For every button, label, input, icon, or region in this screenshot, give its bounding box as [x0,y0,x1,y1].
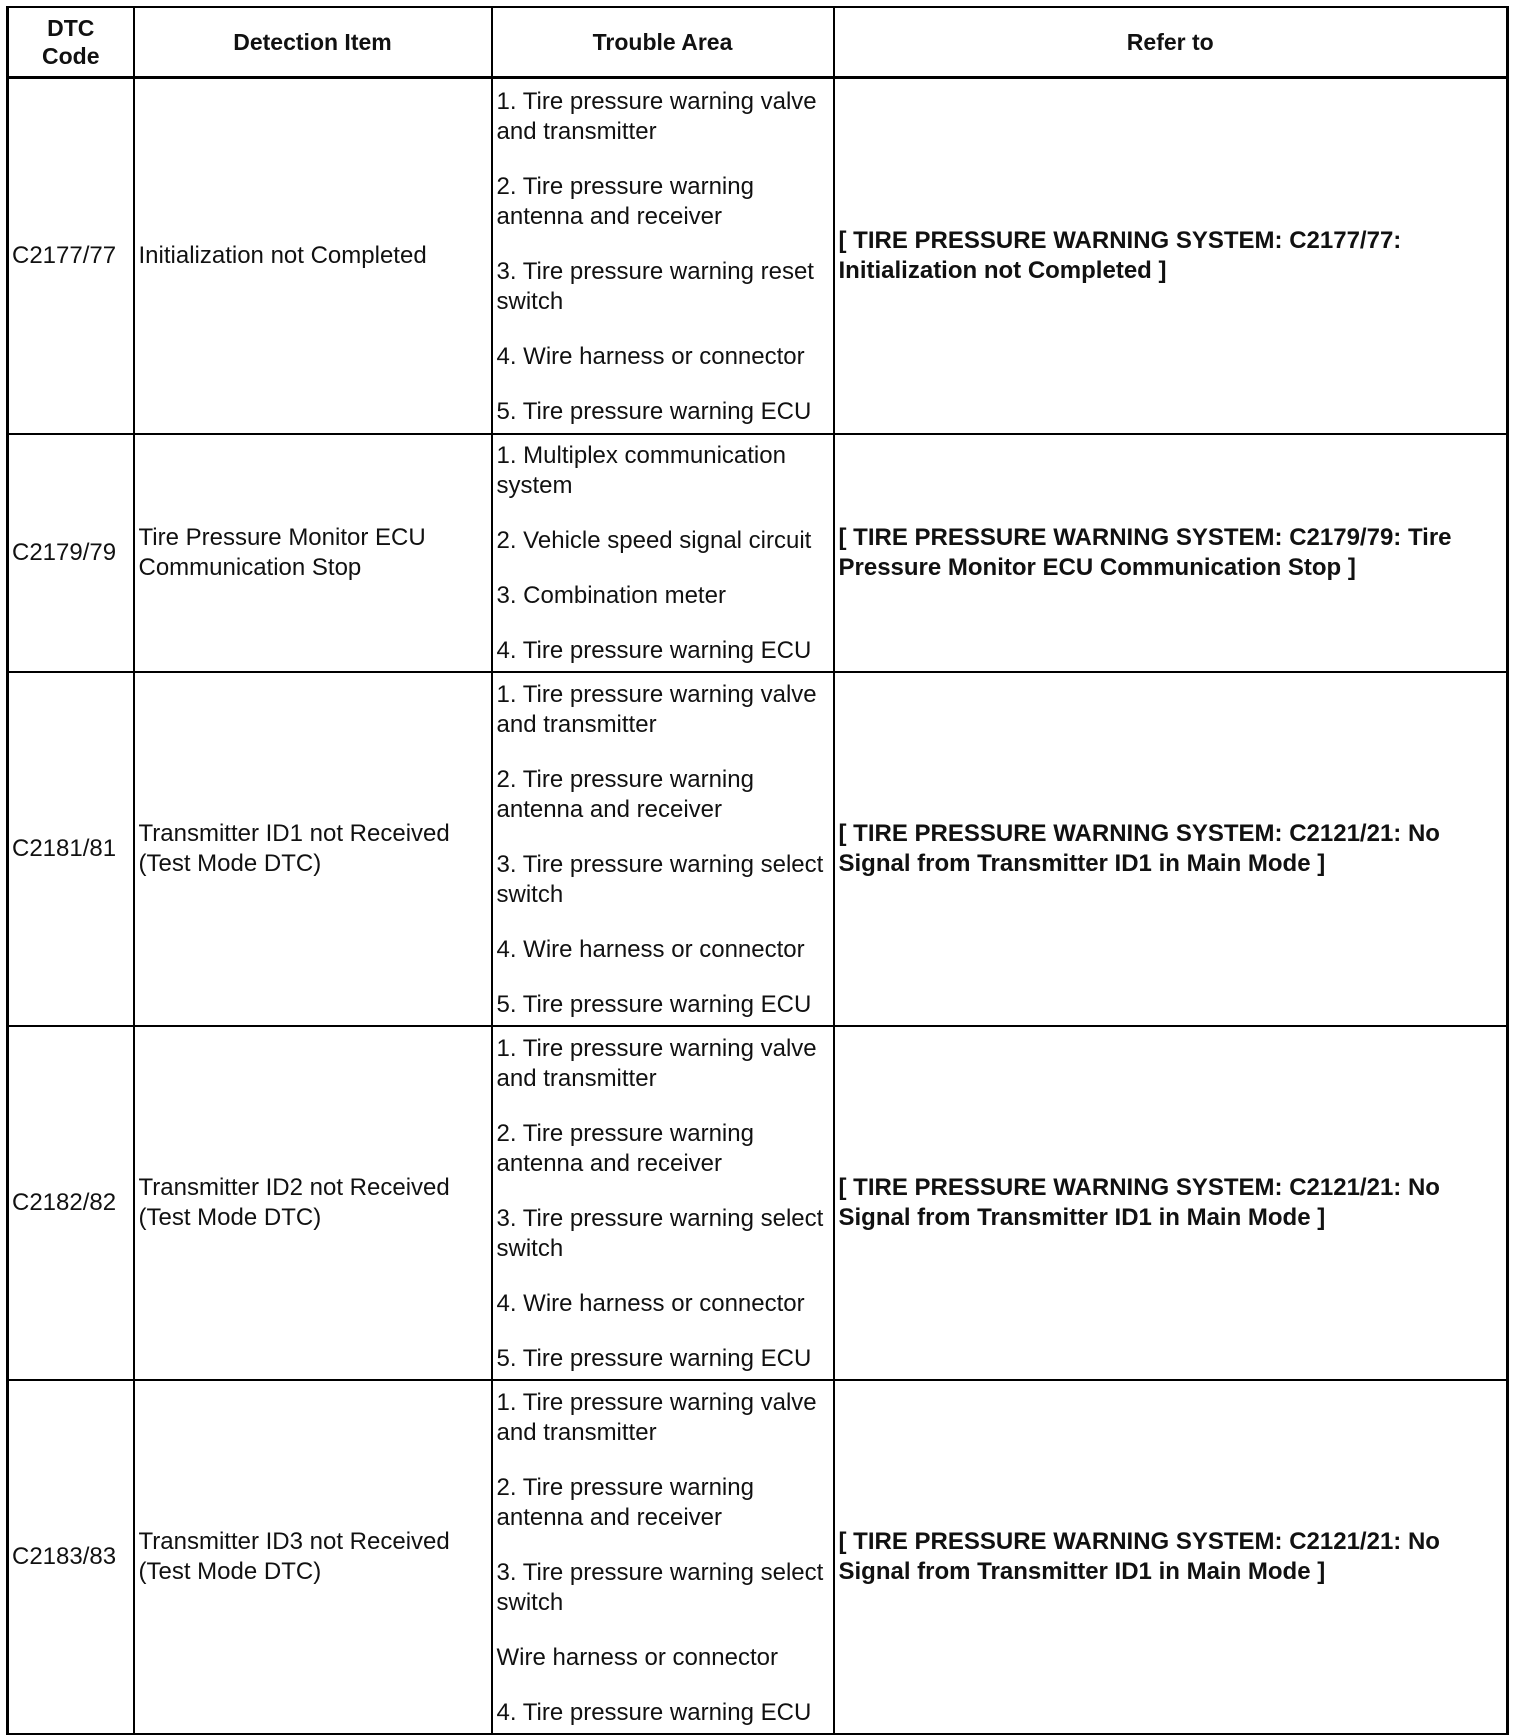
trouble-item: 2. Vehicle speed signal circuit [496,527,812,554]
detection-item-cell: Transmitter ID3 not Received (Test Mode DTC) [134,1380,492,1734]
dtc-table [6,6,1509,1735]
refer-to-link[interactable]: [ TIRE PRESSURE WARNING SYSTEM: C2121/21: No Signal from Transmitter ID1 in Main Mode ] [834,672,1508,1026]
trouble-item: 2. Tire pressure warning antenna and receiver [496,765,754,823]
trouble-item: 1. Tire pressure warning valve and transmitter [496,87,817,145]
header-dtc-code [8,7,134,78]
trouble-item: 3. Tire pressure warning select switch [496,850,824,908]
trouble-item: 5. Tire pressure warning ECU [496,397,812,425]
detection-item-cell: Initialization not Completed [134,78,492,434]
dtc-code-cell: C2181/81 [8,672,134,1026]
detection-item-cell: Transmitter ID2 not Received (Test Mode DTC) [134,1026,492,1380]
trouble-item: Wire harness or connector [496,1643,778,1671]
dtc-code-cell: C2179/79 [8,434,134,672]
table-row [8,434,1508,672]
header-trouble-area: Trouble Area [492,7,834,78]
trouble-item: 1. Tire pressure warning valve and transmitter [496,1388,817,1446]
trouble-item: 3. Tire pressure warning reset switch [496,257,814,315]
trouble-item: 4. Wire harness or connector [496,342,805,370]
header-detection-item: Detection Item [134,7,492,78]
refer-to-link[interactable]: [ TIRE PRESSURE WARNING SYSTEM: C2121/21: No Signal from Transmitter ID1 in Main Mode ] [834,1380,1508,1734]
trouble-area-cell [492,1026,834,1380]
trouble-item: 2. Tire pressure warning antenna and receiver [496,1473,754,1531]
trouble-item: 2. Tire pressure warning antenna and receiver [496,172,754,230]
table-row [8,672,1508,1026]
trouble-area-cell [492,672,834,1026]
table-row [8,78,1508,434]
header-dtc-code-line1: DTC [47,15,95,41]
detection-item-cell: Tire Pressure Monitor ECU Communication Stop [134,434,492,672]
trouble-item: 4. Wire harness or connector [496,1289,805,1317]
trouble-area-cell [492,78,834,434]
refer-to-link[interactable]: [ TIRE PRESSURE WARNING SYSTEM: C2179/79: Tire Pressure Monitor ECU Communication Stop ] [834,434,1508,672]
dtc-code-cell: C2183/83 [8,1380,134,1734]
table-row [8,1380,1508,1734]
table-row [8,1026,1508,1380]
table-header-row [8,7,1508,78]
trouble-item: 3. Tire pressure warning select switch [496,1204,824,1262]
refer-to-link[interactable]: [ TIRE PRESSURE WARNING SYSTEM: C2121/21: No Signal from Transmitter ID1 in Main Mode ] [834,1026,1508,1380]
dtc-code-cell: C2182/82 [8,1026,134,1380]
header-refer-to: Refer to [834,7,1508,78]
trouble-item: 3. Combination meter [496,582,726,609]
refer-to-link[interactable]: [ TIRE PRESSURE WARNING SYSTEM: C2177/77: Initialization not Completed ] [834,78,1508,434]
detection-item-cell: Transmitter ID1 not Received (Test Mode DTC) [134,672,492,1026]
trouble-item: 3. Tire pressure warning select switch [496,1558,824,1616]
trouble-item: 1. Tire pressure warning valve and transmitter [496,680,817,738]
trouble-item: 5. Tire pressure warning ECU [496,1344,812,1372]
trouble-item: 4. Wire harness or connector [496,935,805,963]
trouble-item: 5. Tire pressure warning ECU [496,990,812,1018]
trouble-area-cell [492,1380,834,1734]
trouble-item: 4. Tire pressure warning ECU [496,1698,812,1726]
trouble-item: 1. Multiplex communication system [496,442,786,499]
trouble-item: 2. Tire pressure warning antenna and receiver [496,1119,754,1177]
trouble-area-cell [492,434,834,672]
dtc-code-cell: C2177/77 [8,78,134,434]
header-dtc-code-line2: Code [42,43,100,69]
trouble-item: 4. Tire pressure warning ECU [496,637,812,664]
trouble-item: 1. Tire pressure warning valve and transmitter [496,1034,817,1092]
